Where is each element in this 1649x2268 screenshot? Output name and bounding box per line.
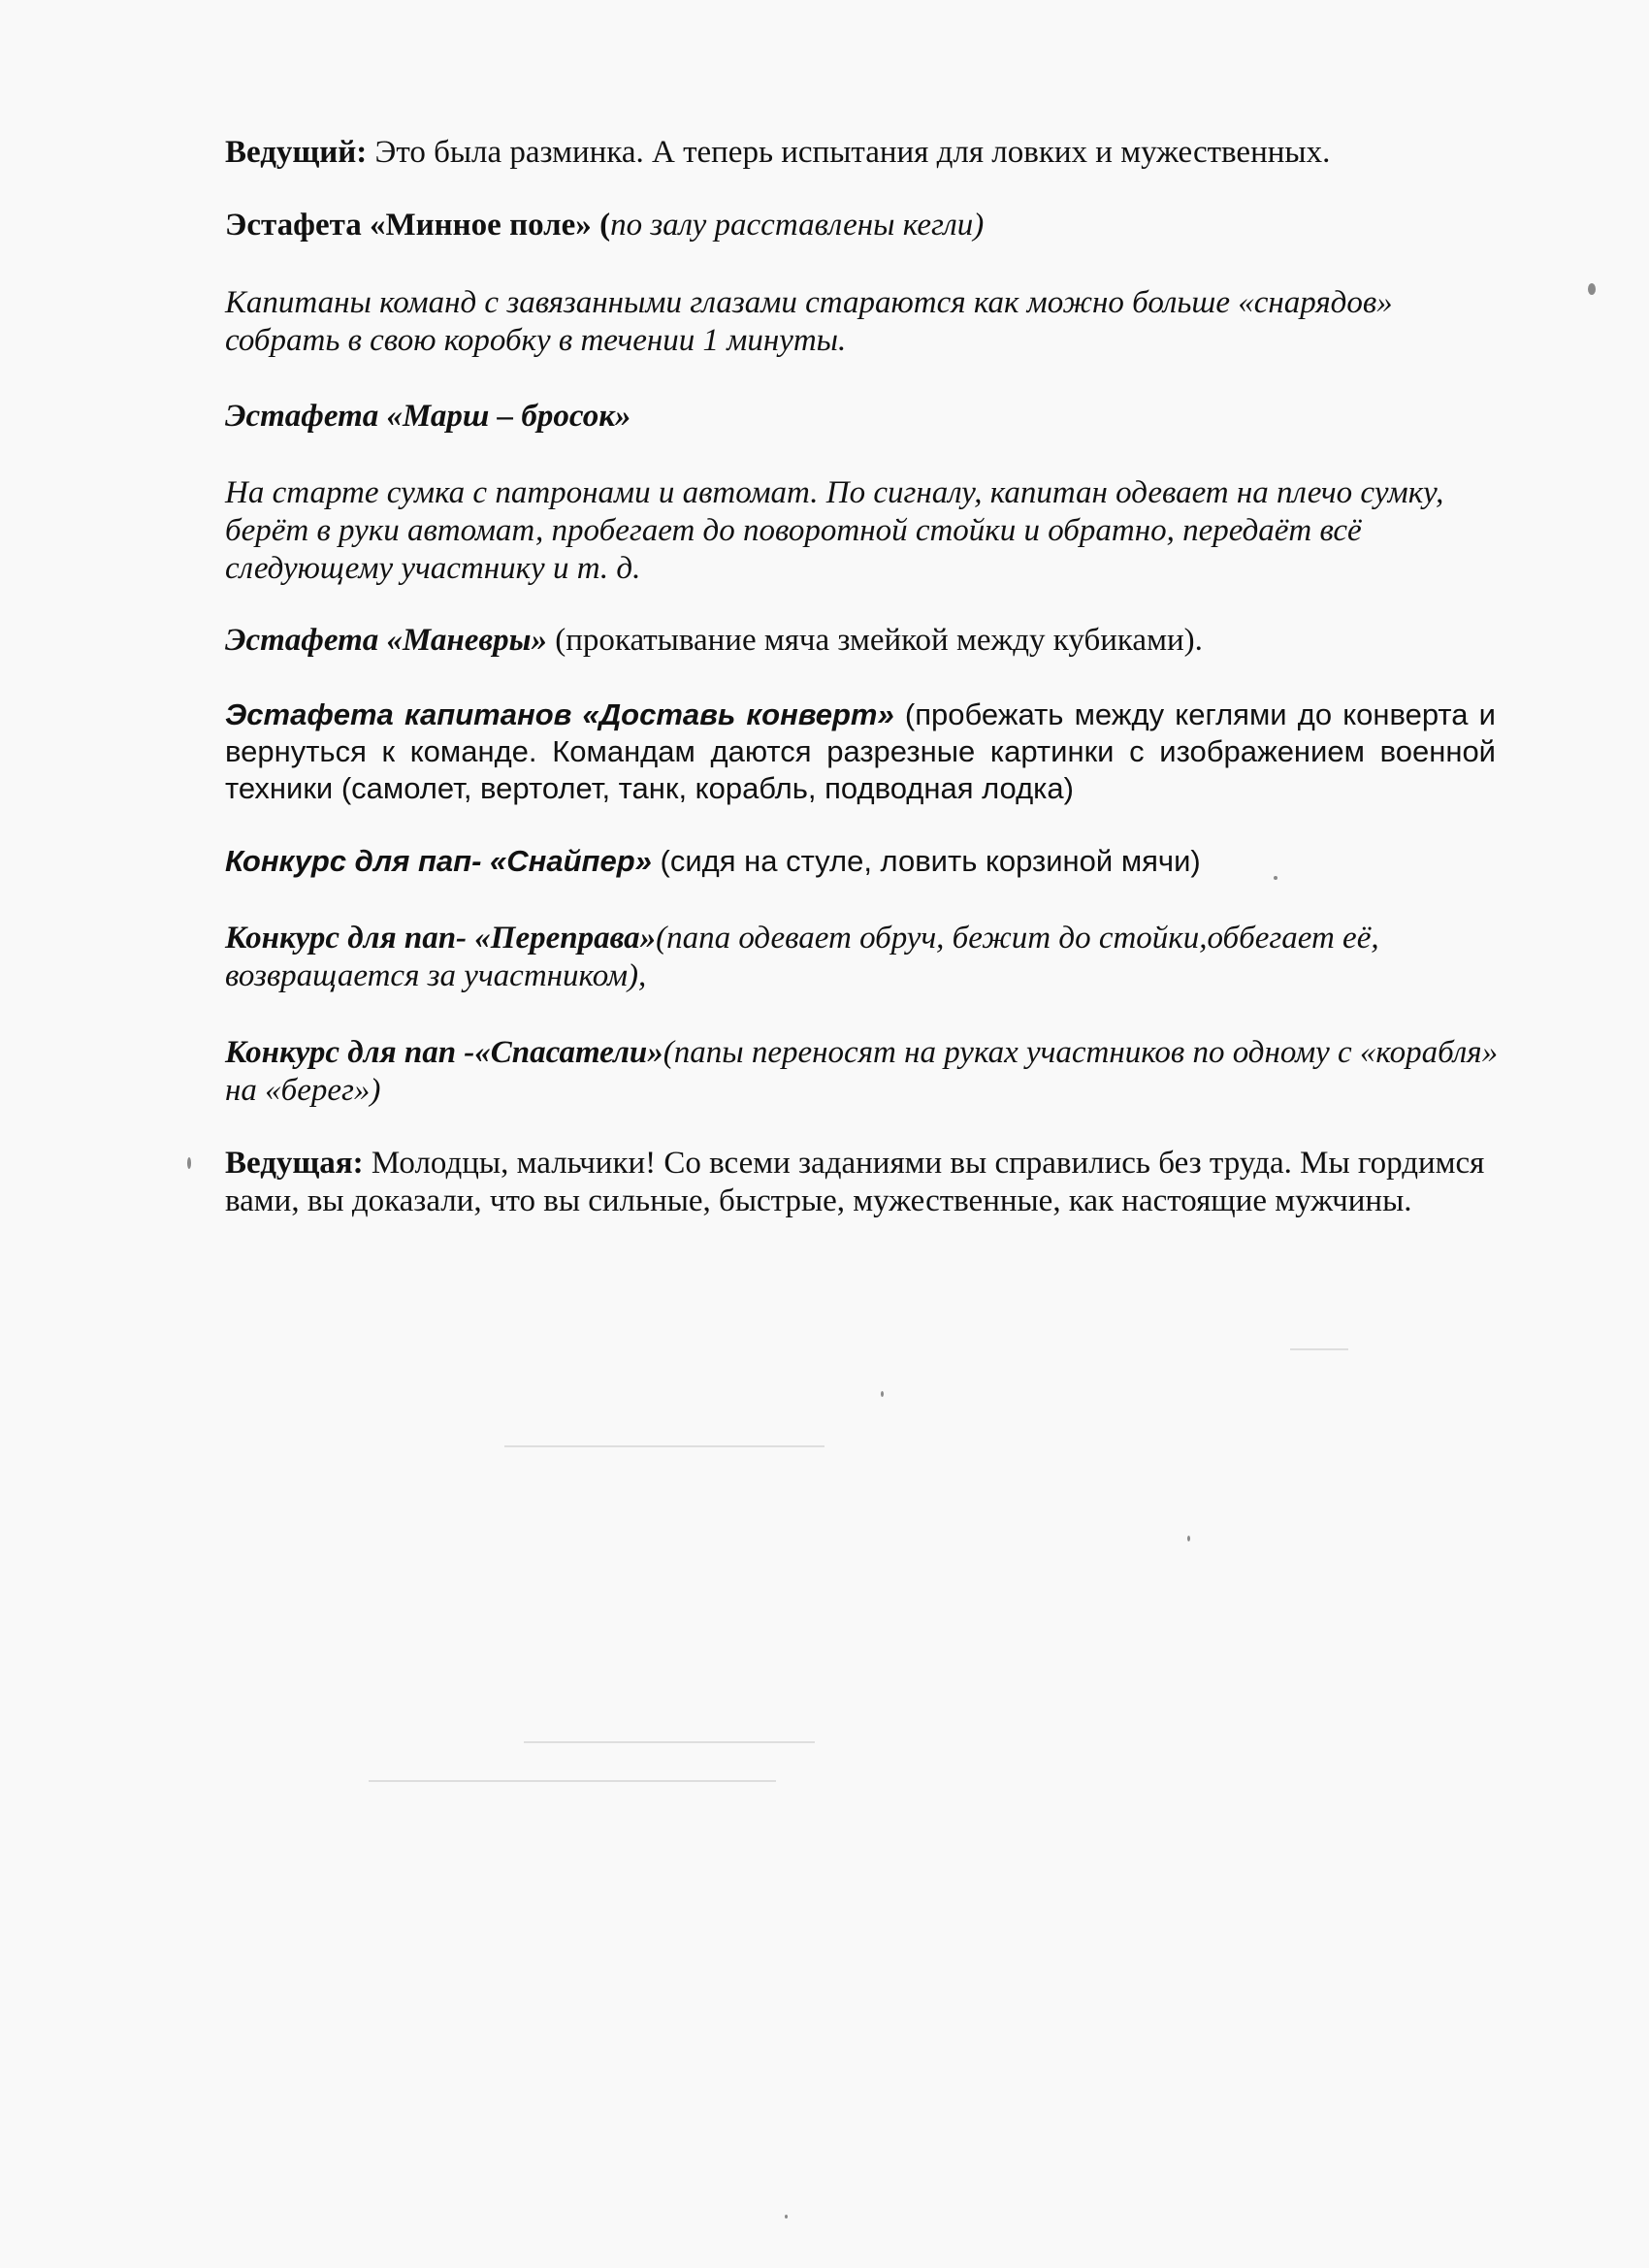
speaker-label: Ведущая: [225,1146,364,1181]
scan-speck [1274,876,1277,880]
paragraph-maneuvers [225,622,1505,660]
speaker-label: Ведущий: [225,135,368,170]
scan-speck [1588,283,1596,295]
scan-speck [785,2215,788,2219]
contest-title: Конкурс для пап- «Переправа» [225,921,657,956]
paragraph-text: Это была разминка. А теперь испытания для ловких и мужественных. [367,135,1331,170]
paragraph-text: Молодцы, мальчики! Со всеми заданиями вы справились без труда. Мы гордимся вами, вы доказали, что вы сильные, быстрые, мужественные, как настоящие мужчины. [225,1146,1485,1218]
contest-note: (папа одевает обруч, бежит до стойки,оббегает её, возвращается за участником), [225,921,1379,993]
relay-note: (прокатывание мяча змейкой между кубиками). [547,623,1203,658]
scan-speck [881,1391,884,1397]
scan-speck [1187,1536,1190,1541]
relay-note: по залу расставлены кегли) [610,208,985,243]
faint-bleed-line [524,1741,815,1743]
paragraph-text: На старте сумка с патронами и автомат. По сигналу, капитан одевает на плечо сумку, берёт в руки автомат, пробегает до поворотной стойки и обратно, передаёт всё следующему участнику и т. д. [225,475,1444,586]
paragraph-march-title [225,398,1505,436]
paragraph-captains-blindfold [225,284,1505,360]
relay-title: Эстафета «Минное поле» [225,208,592,243]
contest-title: Конкурс для пап- «Снайпер» [225,844,652,878]
contest-note: (папы переносят на руках участников по одному с «корабля» на «берег») [225,1035,1499,1108]
paragraph-sniper [225,843,1505,880]
paragraph-march-desc [225,474,1505,588]
paragraph-host-intro [225,134,1505,172]
relay-title: Эстафета капитанов «Доставь конверт» [225,697,894,731]
paragraph-minefield [225,207,1505,244]
relay-note: (пробежать между кеглями до конверта и вернуться к команде. Командам даются разрезные картинки с изображением военной техники (самолет, вертолет, танк, корабль, подводная лодка) [225,697,1496,805]
relay-title: Эстафета «Марш – бросок» [225,399,631,434]
scan-speck [187,1157,191,1169]
paragraph-text: Капитаны команд с завязанными глазами стараются как можно больше «снарядов» собрать в свою коробку в течении 1 минуты. [225,285,1393,358]
faint-bleed-line [1290,1348,1348,1350]
paragraph-host-closing [225,1145,1486,1220]
relay-title: Эстафета «Маневры» [225,623,548,658]
paragraph-rescuers [225,1034,1505,1110]
contest-note: (сидя на стуле, ловить корзиной мячи) [651,844,1201,878]
paren-open: ( [591,208,611,243]
faint-bleed-line [504,1445,824,1447]
paragraph-captains-envelope [225,697,1496,807]
contest-title: Конкурс для пап -«Спасатели» [225,1035,663,1070]
faint-bleed-line [369,1780,776,1782]
paragraph-crossing [225,920,1505,995]
